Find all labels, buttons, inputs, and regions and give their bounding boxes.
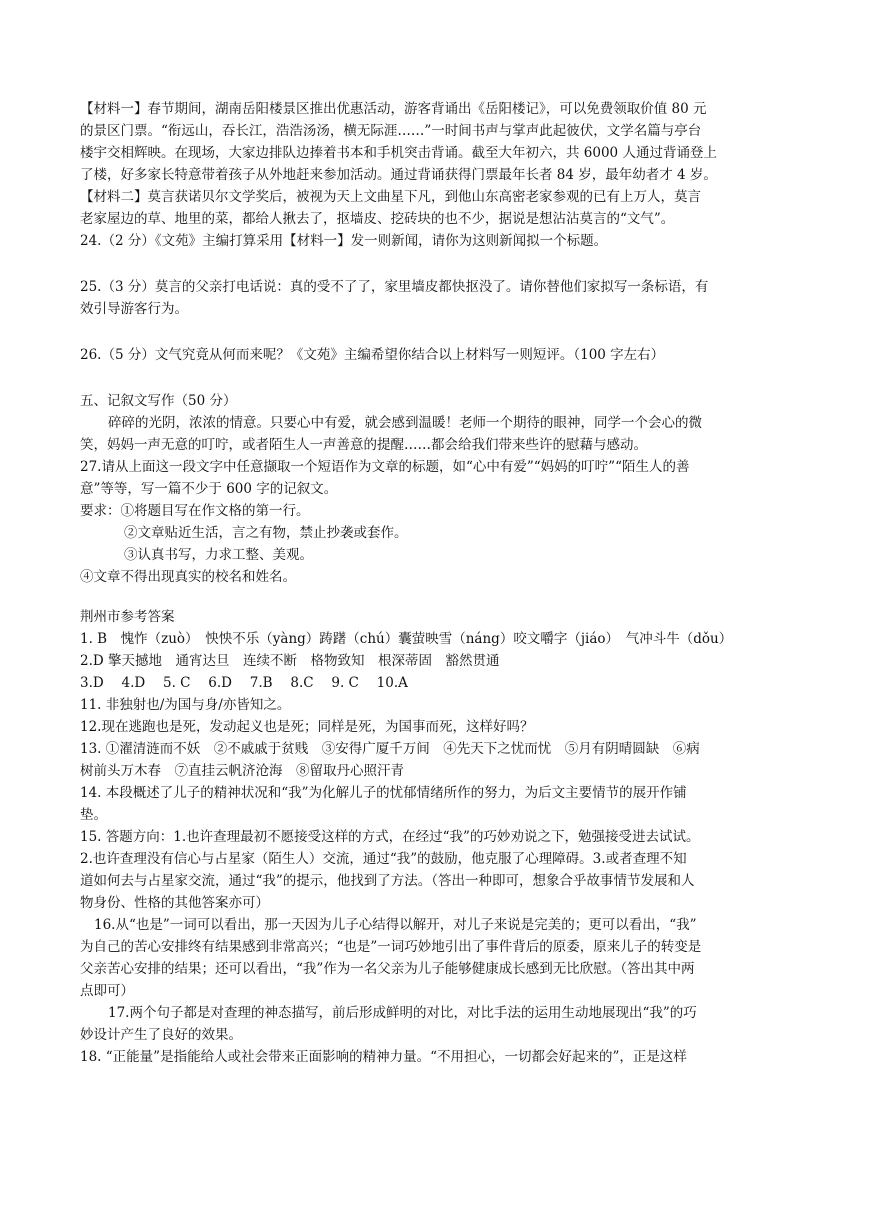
material-one	[80, 98, 792, 186]
answer-line: 11. 非独射也/为国与身/亦皆知之。	[80, 697, 291, 713]
text-line: 27.请从上面这一段文字中任意撷取一个短语作为文章的标题，如“心中有爱”“妈妈的叮咛”“陌生人的善	[80, 459, 690, 475]
text-line: 【材料一】春节期间，湖南岳阳楼景区推出优惠活动，游客背诵出《岳阳楼记》，可以免费领取价值 80 元	[80, 101, 707, 117]
question-26	[80, 344, 792, 366]
answer-line: 2.D 擎天撼地 通宵达旦 连续不断 格物致知 根深蒂固 豁然贯通	[80, 653, 500, 669]
text-line: 26.（5 分）文气究竟从何而来呢？《文苑》主编希望你结合以上材料写一则短评。（100 字左右）	[80, 347, 665, 363]
answer-line: 18. “正能量”是指能给人或社会带来正面影响的精神力量。“不用担心，一切都会好起来的”，正是这样	[80, 1049, 687, 1065]
requirement-item: 要求：①将题目写在作文格的第一行。	[80, 503, 310, 519]
answer-line: 妙设计产生了良好的效果。	[80, 1027, 242, 1043]
answer-line: 父亲苦心安排的结果；还可以看出，“我”作为一名父亲为儿子能够健康成长感到无比欣慰。（答出其中两	[80, 961, 695, 977]
answer-line: 15. 答题方向：1.也许查理最初不愿接受这样的方式，在经过“我”的巧妙劝说之下，勉强接受进去试试。	[80, 829, 700, 845]
text-line: 碎碎的光阴，浓浓的情意。只要心中有爱，就会感到温暖！老师一个期待的眼神，同学一个会心的微	[108, 415, 702, 431]
answer-line: 14. 本段概述了儿子的精神状况和“我”为化解儿子的忧郁情绪所作的努力，为后文主要情节的展开作铺	[80, 785, 687, 801]
answer-line: 物身份、性格的其他答案亦可）	[80, 895, 269, 911]
text-line: 的景区门票。“衔远山，吞长江，浩浩汤汤，横无际涯……”一时间书声与掌声此起彼伏，文学名篇与亭台	[80, 123, 702, 139]
text-line: 了楼，好多家长特意带着孩子从外地赶来参加活动。通过背诵获得门票最年长者 84 岁，最年幼者才 4 岁。	[80, 167, 717, 183]
requirement-item: ②文章贴近生活，言之有物，禁止抄袭或套作。	[124, 525, 408, 541]
answer-line: 13. ①濯清涟而不妖 ②不戚戚于贫贱 ③安得广厦千万间 ④先天下之忧而忧 ⑤月有阴晴圆缺 ⑥病	[80, 741, 700, 757]
answer-line: 为自己的苦心安排终有结果感到非常高兴；“也是”一词巧妙地引出了事件背后的原委，原来儿子的转变是	[80, 939, 702, 955]
text-line: 老家屋边的草、地里的菜，都给人揪去了，抠墙皮、挖砖块的也不少，据说是想沾沾莫言的“文气”。	[80, 211, 675, 227]
answer-17	[80, 1002, 792, 1046]
answer-line: 1. B 愧怍（zuò） 怏怏不乐（yàng）踌躇（chú）囊萤映雪（náng）咬文嚼字（jiáo） 气冲斗牛（dǒu）	[80, 631, 733, 647]
spacer	[80, 588, 792, 606]
question-25	[80, 276, 792, 320]
answers-title: 荆州市参考答案	[80, 609, 175, 625]
material-two	[80, 186, 792, 230]
answer-space	[80, 366, 792, 390]
text-line: 笑，妈妈一声无意的叮咛，或者陌生人一声善意的提醒……都会给我们带来些许的慰藉与感动。	[80, 437, 647, 453]
text-line: 楼宇交相辉映。在现场，大家边排队边捧着书本和手机突击背诵。截至大年初六，共 6000 人通过背诵登上	[80, 145, 717, 161]
text-line: 25.（3 分）莫言的父亲打电话说：真的受不了了，家里墙皮都快抠没了。请你替他们家拟写一条标语，有	[80, 279, 709, 295]
requirements	[80, 500, 792, 588]
question-24	[80, 230, 792, 252]
section-intro	[80, 412, 792, 456]
exam-page	[80, 98, 792, 1068]
question-27	[80, 456, 792, 500]
text-line: 【材料二】莫言获诺贝尔文学奖后，被视为天上文曲星下凡，到他山东高密老家参观的已有上万人，莫言	[80, 189, 701, 205]
answers-list	[80, 628, 792, 914]
text-line: 意”等等，写一篇不少于 600 字的记叙文。	[80, 481, 338, 497]
answer-line: 2.也许查理没有信心与占星家（陌生人）交流，通过“我”的鼓励，他克服了心理障碍。3.或者查理不知	[80, 851, 687, 867]
answer-16	[80, 914, 792, 1002]
answer-line: 点即可）	[80, 983, 134, 999]
requirement-item: ④文章不得出现真实的校名和姓名。	[80, 569, 296, 585]
text-line: 效引导游客行为。	[80, 301, 188, 317]
answer-line: 垫。	[80, 807, 107, 823]
requirement-item: ③认真书写，力求工整、美观。	[124, 547, 313, 563]
answer-line: 17.两个句子都是对查理的神态描写，前后形成鲜明的对比，对比手法的运用生动地展现出“我”的巧	[108, 1005, 697, 1021]
answer-line: 12.现在逃跑也是死，发动起义也是死；同样是死，为国事而死，这样好吗？	[80, 719, 534, 735]
section-title: 五、记叙文写作（50 分）	[80, 393, 237, 409]
answer-space	[80, 320, 792, 344]
answer-line: 道如何去与占星家交流，通过“我”的提示，他找到了方法。（答出一种即可，想象合乎故事情节发展和人	[80, 873, 695, 889]
answer-line: 3.D 4.D 5. C 6.D 7.B 8.C 9. C 10.A	[80, 675, 408, 691]
text-line: 24.（2 分）《文苑》主编打算采用【材料一】发一则新闻，请你为这则新闻拟一个标题。	[80, 233, 608, 249]
answer-line: 16.从“也是”一词可以看出，那一天因为儿子心结得以解开，对儿子来说是完美的；更可以看出，“我”	[94, 917, 697, 933]
answer-line: 树前头万木春 ⑦直挂云帆济沧海 ⑧留取丹心照汗青	[80, 763, 404, 779]
answer-18	[80, 1046, 792, 1068]
answer-space	[80, 252, 792, 276]
